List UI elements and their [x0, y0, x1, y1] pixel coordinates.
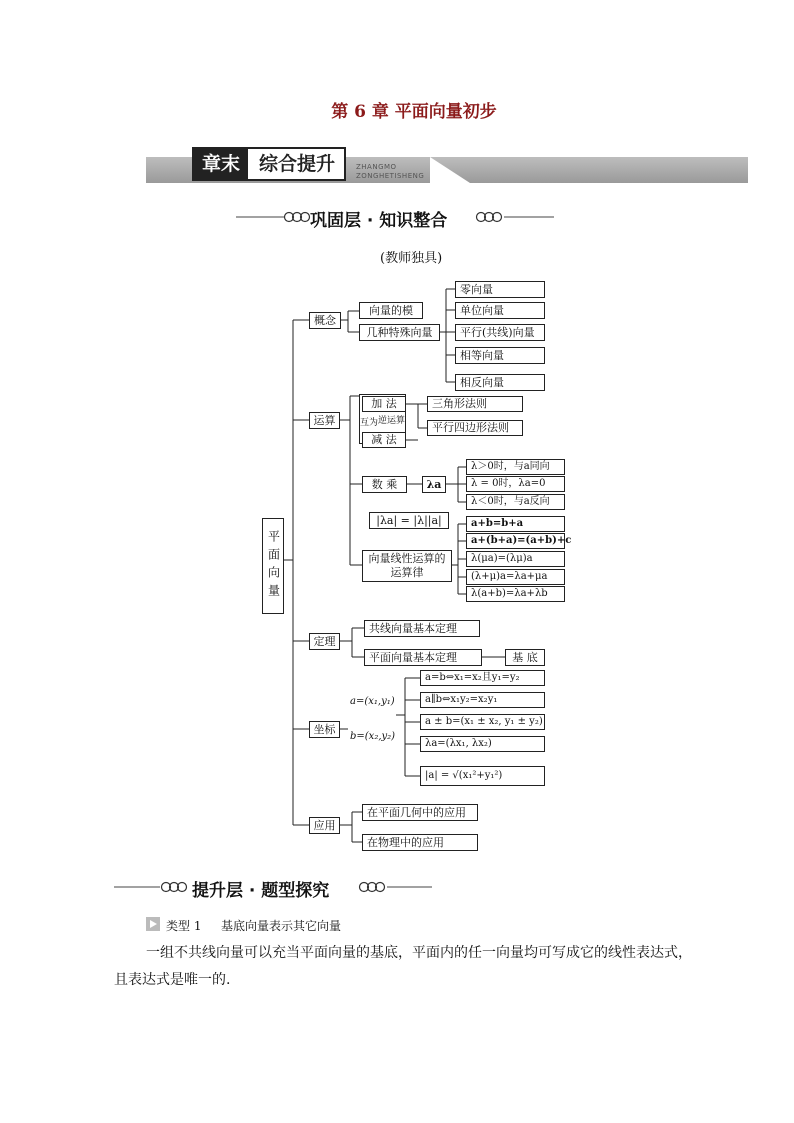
- node-scalar-mult: 数 乘: [362, 476, 407, 493]
- type1-label: 类型 1: [166, 919, 202, 933]
- coord-a-def: a=(x₁,y₁): [350, 696, 395, 707]
- node-triangle-rule: 三角形法则: [427, 396, 523, 412]
- node-operation: 运算: [309, 412, 340, 429]
- type1-paragraph-line1: 一组不共线向量可以充当平面向量的基底，平面内的任一向量均可写成它的线性表达式，: [146, 945, 692, 961]
- node-concept: 概念: [309, 312, 341, 329]
- node-law-4: (λ+μ)a=λa+μa: [466, 569, 565, 585]
- node-geometry-application: 在平面几何中的应用: [362, 804, 478, 821]
- node-add: 加 法: [362, 396, 406, 412]
- banner-title-light: 综合提升: [258, 153, 335, 175]
- node-subtract: 减 法: [362, 432, 406, 448]
- type1-paragraph-line2: 且表达式是唯一的.: [114, 972, 231, 988]
- node-coord-parallel: a∥b⇔x₁y₂=x₂y₁: [420, 692, 545, 708]
- node-theorem: 定理: [309, 633, 340, 650]
- banner-title-dark: 章末: [194, 149, 248, 179]
- node-law-2: a+(b+a)=(a+b)+c: [466, 533, 565, 549]
- mutual-label-1: 互为: [360, 418, 379, 428]
- section1-subtitle: (教师独具): [380, 251, 443, 266]
- type1-title: 基底向量表示其它向量: [221, 919, 342, 933]
- node-lambda-negative: λ＜0时，与a反向: [466, 494, 565, 510]
- section1-title: 巩固层 · 知识整合: [310, 211, 448, 231]
- node-coord-equal: a=b⇔x₁=x₂且y₁=y₂: [420, 670, 545, 686]
- node-linear-laws: 向量线性运算的运算律: [362, 550, 452, 582]
- node-lambda-a: λa: [422, 476, 446, 493]
- node-parallel-vector: 平行(共线)向量: [455, 324, 545, 341]
- node-law-1: a+b=b+a: [466, 516, 565, 532]
- coord-b-def: b=(x₂,y₂): [350, 731, 396, 742]
- node-law-5: λ(a+b)=λa+λb: [466, 586, 565, 602]
- node-parallelogram-rule: 平行四边形法则: [427, 420, 523, 436]
- node-coord-scalar: λa=(λx₁, λx₂): [420, 736, 545, 752]
- node-abs-rule: |λa| = |λ||a|: [369, 512, 449, 529]
- node-equal-vector: 相等向量: [455, 347, 545, 364]
- node-zero-vector: 零向量: [455, 281, 545, 298]
- node-special-vectors: 几种特殊向量: [359, 324, 440, 341]
- node-unit-vector: 单位向量: [455, 302, 545, 319]
- node-opposite-vector: 相反向量: [455, 374, 545, 391]
- node-basis: 基 底: [505, 649, 545, 666]
- mutual-label-2: 逆运算: [378, 416, 406, 426]
- play-triangle-icon: [146, 917, 160, 931]
- root-label: 平面向量: [266, 530, 281, 602]
- node-law-3: λ(μa)=(λμ)a: [466, 551, 565, 567]
- node-application: 应用: [309, 817, 340, 834]
- node-collinear-theorem: 共线向量基本定理: [364, 620, 480, 637]
- node-coord-modulus: |a| = √(x₁²+y₁²): [420, 766, 545, 786]
- root-node: [262, 518, 284, 614]
- node-lambda-zero: λ = 0时，λa=0: [466, 476, 565, 492]
- section2-title: 提升层 · 题型探究: [192, 881, 330, 901]
- node-coord-sum: a ± b=(x₁ ± x₂, y₁ ± y₂): [420, 714, 545, 730]
- node-physics-application: 在物理中的应用: [362, 834, 478, 851]
- node-coordinate: 坐标: [309, 721, 340, 738]
- banner-pinyin-2: ZONGHETISHENG: [356, 172, 425, 180]
- node-plane-theorem: 平面向量基本定理: [364, 649, 482, 666]
- node-modulus: 向量的模: [359, 302, 423, 319]
- node-lambda-positive: λ＞0时，与a同向: [466, 459, 565, 475]
- chapter-title: 第 6 章 平面向量初步: [331, 102, 497, 122]
- banner-pinyin-1: ZHANGMO: [356, 163, 397, 171]
